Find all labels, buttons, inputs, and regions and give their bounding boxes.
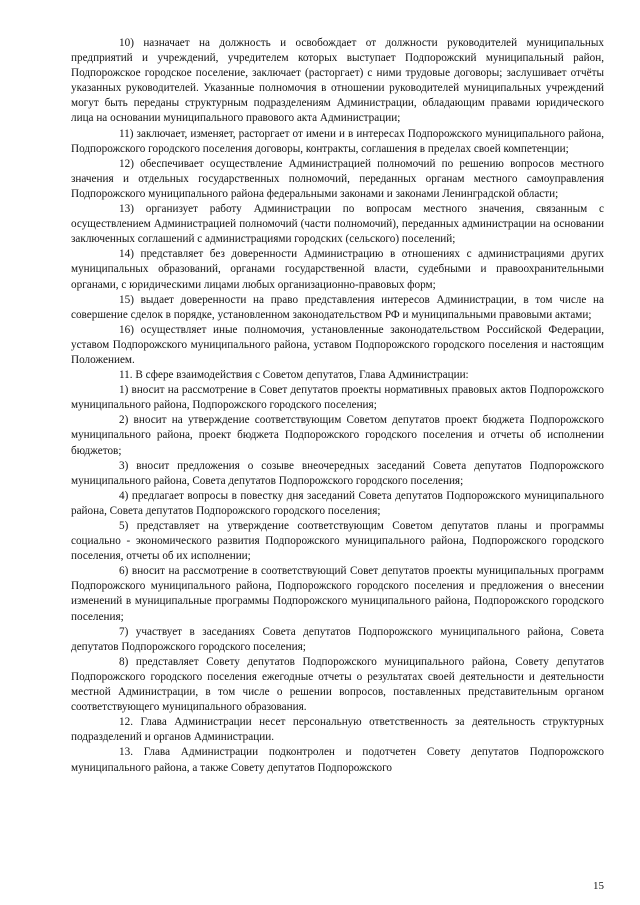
section-13-paragraph: 13. Глава Администрации подконтролен и подотчетен Совету депутатов Подпорожского муниципального района, а также Совету депутатов Подпорожского bbox=[71, 746, 604, 774]
council-item-6: 6) вносит на рассмотрение в соответствующий Совет депутатов проекты муниципальных программ Подпорожского муниципального района, Подпорожского городского поселения и предложения о внесении изменений в муниципальные программы Подпорожского муниципального района, Подпорожского городского поселения; bbox=[71, 565, 604, 623]
body-text bbox=[71, 36, 604, 776]
section-11-heading: 11. В сфере взаимодействия с Советом депутатов, Глава Администрации: bbox=[119, 369, 469, 382]
section-12-paragraph: 12. Глава Администрации несет персональную ответственность за деятельность структурных подразделений и органов Администрации. bbox=[71, 716, 604, 744]
page-number: 15 bbox=[593, 880, 604, 892]
paragraph-item-14: 14) представляет без доверенности Администрацию в отношениях с администрациями других муниципальных образований, органами государственной власти, судебными и правоохранительными органами, с юридическими лицами любых организационно-правовых форм; bbox=[71, 248, 604, 291]
paragraph-item-12: 12) обеспечивает осуществление Администрацией полномочий по решению вопросов местного значения и отдельных государственных полномочий, переданных органам местного самоуправления Подпорожского муниципального района федеральными законами и законами Ленинградской области; bbox=[71, 157, 604, 200]
paragraph-item-11: 11) заключает, изменяет, расторгает от имени и в интересах Подпорожского муниципального района, Подпорожского городского поселения договоры, контракты, соглашения в пределах своей компетенции; bbox=[71, 127, 604, 155]
council-item-8: 8) представляет Совету депутатов Подпорожского муниципального района, Совету депутатов Подпорожского городского поселения ежегодные отчеты о результатах своей деятельности и деятельности местной Администрации, в том числе о решении вопросов, поставленных представительным органом соответствующего муниципального образования. bbox=[71, 655, 604, 714]
council-item-7: 7) участвует в заседаниях Совета депутатов Подпорожского муниципального района, Совета депутатов Подпорожского городского поселения; bbox=[71, 625, 604, 653]
council-item-4: 4) предлагает вопросы в повестку дня заседаний Совета депутатов Подпорожского муниципального района, Совета депутатов Подпорожского городского поселения; bbox=[71, 489, 604, 517]
council-item-1: 1) вносит на рассмотрение в Совет депутатов проекты нормативных правовых актов Подпорожского муниципального района, Подпорожского городского поселения; bbox=[71, 384, 604, 412]
council-item-2: 2) вносит на утверждение соответствующим Советом депутатов проект бюджета Подпорожского муниципального района, проект бюджета Подпорожского городского поселения и отчеты об исполнении бюджетов; bbox=[71, 414, 604, 457]
council-item-3: 3) вносит предложения о созыве внеочередных заседаний Совета депутатов Подпорожского муниципального района, Совета депутатов Подпорожского городского поселения; bbox=[71, 459, 604, 487]
paragraph-item-10: 10) назначает на должность и освобождает от должности руководителей муниципальных предприятий и учреждений, учредителем которых выступает Подпорожский муниципальный район, Подпорожское городское поселение, заключает (расторгает) с ними трудовые договоры; заслушивает отчёты указанных руководителей. Указанные полномочия в отношении руководителей муниципальных учреждений могут быть переданы структурным подразделениям Администрации, обладающим правами юридического лица на основании муниципального правового акта Администрации; bbox=[71, 37, 604, 125]
paragraph-item-16: 16) осуществляет иные полномочия, установленные законодательством Российской Федерации, уставом Подпорожского муниципального района, уставом Подпорожского городского поселения и настоящим Положением. bbox=[71, 323, 604, 366]
council-item-5: 5) представляет на утверждение соответствующим Советом депутатов планы и программы социально - экономического развития Подпорожского муниципального района, Подпорожского городского поселения, отчеты об их исполнении; bbox=[71, 520, 604, 563]
paragraph-item-13: 13) организует работу Администрации по вопросам местного значения, связанным с осуществлением Администрацией полномочий (части полномочий), переданных администрации на основании заключенных соглашений с администрациями городских (сельского) поселений; bbox=[71, 203, 604, 246]
paragraph-item-15: 15) выдает доверенности на право представления интересов Администрации, в том числе на совершение сделок в порядке, установленном законодательством РФ и муниципальными правовыми актами; bbox=[71, 293, 604, 321]
